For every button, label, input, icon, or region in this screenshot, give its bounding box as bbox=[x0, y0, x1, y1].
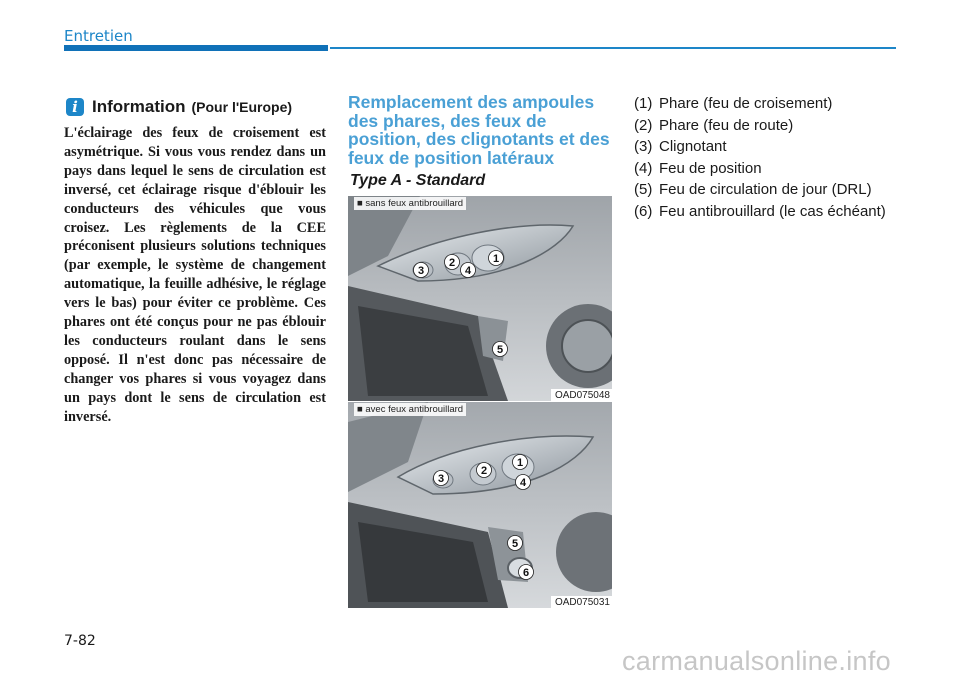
callout-label: 6 bbox=[522, 567, 530, 579]
figure-caption: ■ sans feux antibrouillard bbox=[354, 197, 466, 210]
list-item-number: (2) bbox=[634, 116, 653, 134]
info-icon: i bbox=[66, 98, 84, 116]
info-subtitle: (Pour l'Europe) bbox=[191, 99, 293, 115]
headlamp-figure-without-fog bbox=[348, 196, 612, 401]
list-item-label: Phare (feu de croisement) bbox=[659, 95, 833, 112]
header-rule-thin bbox=[330, 47, 896, 49]
list-item-number: (5) bbox=[634, 181, 653, 198]
info-title: Information bbox=[92, 97, 186, 116]
watermark: carmanualsonline.info bbox=[622, 646, 891, 676]
list-item bbox=[634, 158, 924, 180]
callout-label: 3 bbox=[437, 473, 445, 485]
callout-badge-4 bbox=[461, 263, 476, 278]
list-item-label: Clignotant bbox=[659, 138, 727, 155]
callout-label: 2 bbox=[448, 257, 456, 269]
callout-label: 5 bbox=[496, 344, 504, 356]
type-heading: Type A - Standard bbox=[350, 172, 486, 189]
list-item-label: Feu de circulation de jour (DRL) bbox=[659, 181, 872, 198]
callout-badge-1 bbox=[513, 455, 528, 470]
list-item-label: Phare (feu de route) bbox=[659, 116, 794, 134]
list-item-label: Feu antibrouillard (le cas échéant) bbox=[659, 202, 886, 220]
list-item bbox=[634, 115, 924, 137]
callout-label: 1 bbox=[516, 457, 524, 469]
callout-badge-1 bbox=[489, 251, 504, 266]
callout-badge-2 bbox=[445, 255, 460, 270]
header-rule-thick bbox=[64, 45, 328, 51]
list-item bbox=[634, 201, 924, 223]
list-item-number: (3) bbox=[634, 138, 653, 155]
callout-badge-6 bbox=[519, 565, 534, 580]
info-header bbox=[66, 96, 328, 118]
page-number: 7-82 bbox=[64, 633, 96, 649]
callout-label: 1 bbox=[492, 253, 500, 265]
callout-label: 4 bbox=[464, 265, 472, 277]
callout-badge-3 bbox=[434, 471, 449, 486]
callout-label: 5 bbox=[511, 538, 519, 550]
callout-label: 4 bbox=[519, 477, 527, 489]
figure-caption: ■ avec feux antibrouillard bbox=[354, 403, 466, 416]
list-item-number: (4) bbox=[634, 159, 653, 177]
callout-badge-5 bbox=[508, 536, 523, 551]
list-item bbox=[634, 179, 924, 201]
figure-code: OAD075031 bbox=[551, 596, 612, 608]
headlamp-illustration bbox=[348, 196, 612, 401]
list-item-label: Feu de position bbox=[659, 159, 762, 177]
list-item-number: (6) bbox=[634, 202, 653, 220]
list-item bbox=[634, 93, 924, 115]
section-heading: Remplacement des ampoules des phares, des feux de position, des clignotants et des feux de position latéraux bbox=[348, 92, 610, 168]
figure-code: OAD075048 bbox=[551, 389, 612, 401]
callout-badge-3 bbox=[414, 263, 429, 278]
list-item bbox=[634, 136, 924, 158]
section-title: Entretien bbox=[64, 27, 133, 45]
legend-list bbox=[634, 93, 924, 222]
headlamp-figure-with-fog bbox=[348, 402, 612, 608]
callout-badge-2 bbox=[477, 463, 492, 478]
callout-badge-4 bbox=[516, 475, 531, 490]
headlamp-illustration bbox=[348, 402, 612, 608]
list-item-number: (1) bbox=[634, 95, 653, 112]
callout-label: 2 bbox=[480, 465, 488, 477]
info-body-text: L'éclairage des feux de croisement est asymétrique. Si vous vous rendez dans un pays dans lequel le sens de circulation est inversé, cet éclairage risque d'éblouir les conducteurs des véhicules que vous croisez. Les règlements de la CEE préconisent plusieurs solutions techniques (par exemple, le système de changement automatique, la feuille adhésive, le réglage vers le bas) pour éviter ce problème. Ces phares ont été conçus pour ne pas éblouir les conducteurs roulant dans le sens opposé. Il n'est donc pas nécessaire de changer vos phares si vous voyagez dans un pays dont le sens de circulation est inversé. bbox=[64, 125, 326, 425]
callout-badge-5 bbox=[493, 342, 508, 357]
callout-label: 3 bbox=[417, 265, 425, 277]
